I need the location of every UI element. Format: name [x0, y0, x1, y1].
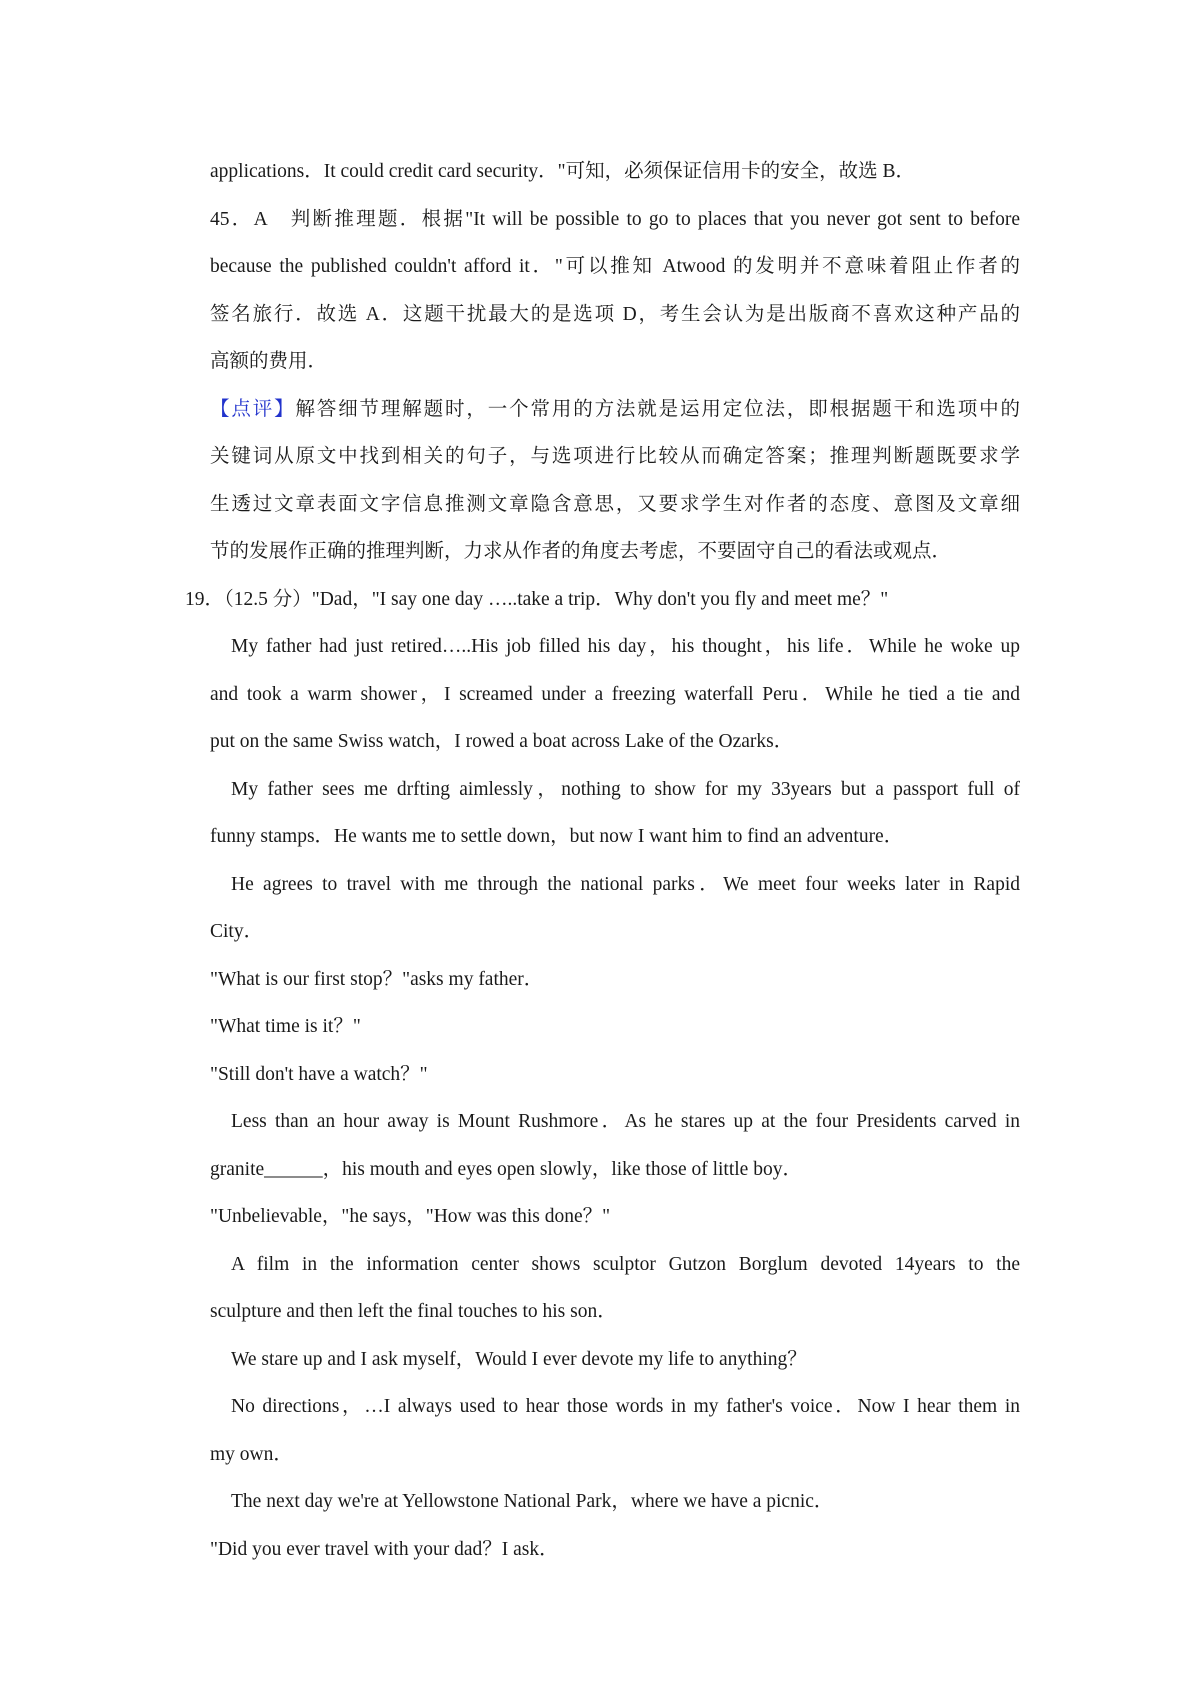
comment-line-1	[210, 396, 1020, 424]
passage-p1-line-3: put on the same Swiss watch，I rowed a boat across Lake of the Ozarks．	[210, 731, 794, 752]
passage-p4-line-2: granite______，his mouth and eyes open slowly，like those of little boy．	[210, 1159, 802, 1180]
answer-45-line-1: 45．A 判断推理题．根据"It will be possible to go to places that you never got sent to before	[210, 209, 1020, 230]
passage-p5-line-2: sculpture and then left the final touches to his son．	[210, 1301, 617, 1322]
comment-line-4: 节的发展作正确的推理判断，力求从作者的角度去考虑，不要固守自己的看法或观点．	[210, 541, 952, 562]
passage-p6-line-1: We stare up and I ask myself，Would I ever devote my life to anything？	[231, 1349, 807, 1370]
dialogue-line-2: "What time is it？"	[210, 1016, 361, 1037]
passage-p1-line-1: My father had just retired…..His job filled his day，his thought，his life．While he woke up	[231, 636, 1020, 657]
passage-p7-line-1: No directions，…I always used to hear those words in my father's voice．Now I hear them in	[231, 1396, 1020, 1417]
passage-p7-line-2: my own．	[210, 1444, 293, 1465]
comment-line-3: 生透过文章表面文字信息推测文章隐含意思，又要求学生对作者的态度、意图及文章细	[210, 494, 1020, 515]
passage-p5-line-1: A film in the information center shows sculptor Gutzon Borglum devoted 14years to the	[231, 1254, 1020, 1275]
dialogue-line-5: "Did you ever travel with your dad？I ask．	[210, 1539, 559, 1560]
dialogue-line-1: "What is our first stop？"asks my father．	[210, 969, 544, 990]
answer-45-line-3: 签名旅行．故选 A．这题干扰最大的是选项 D，考生会认为是出版商不喜欢这种产品的	[210, 304, 1020, 325]
passage-p1-line-2: and took a warm shower，I screamed under a freezing waterfall Peru．While he tied a tie and	[210, 684, 1020, 705]
passage-p3-line-2: City．	[210, 921, 264, 942]
passage-p4-line-1: Less than an hour away is Mount Rushmore．As he stares up at the four Presidents carved in	[231, 1111, 1020, 1132]
answer-44-tail: applications．It could credit card security．"可知，必须保证信用卡的安全，故选 B．	[210, 161, 915, 182]
question-19-heading: 19．（12.5 分）"Dad，"I say one day …..take a trip．Why don't you fly and meet me？"	[185, 589, 889, 610]
comment-text: 解答细节理解题时，一个常用的方法就是运用定位法，即根据题干和选项中的	[295, 399, 1020, 420]
comment-label: 【点评】	[210, 399, 296, 420]
comment-line-2: 关键词从原文中找到相关的句子，与选项进行比较从而确定答案；推理判断题既要求学	[210, 446, 1020, 467]
answer-45-line-2: because the published couldn't afford it．"可以推知 Atwood 的发明并不意味着阻止作者的	[210, 256, 1020, 277]
dialogue-line-4: "Unbelievable，"he says，"How was this done？"	[210, 1206, 611, 1227]
passage-p8-line-1: The next day we're at Yellowstone National Park，where we have a picnic．	[231, 1491, 834, 1512]
passage-p2-line-1: My father sees me drfting aimlessly，nothing to show for my 33years but a passport full of	[231, 779, 1020, 800]
passage-p3-line-1: He agrees to travel with me through the national parks．We meet four weeks later in Rapid	[231, 874, 1020, 895]
passage-p2-line-2: funny stamps．He wants me to settle down，but now I want him to find an adventure．	[210, 826, 904, 847]
answer-45-line-4: 高额的费用．	[210, 351, 328, 372]
dialogue-line-3: "Still don't have a watch？"	[210, 1064, 428, 1085]
